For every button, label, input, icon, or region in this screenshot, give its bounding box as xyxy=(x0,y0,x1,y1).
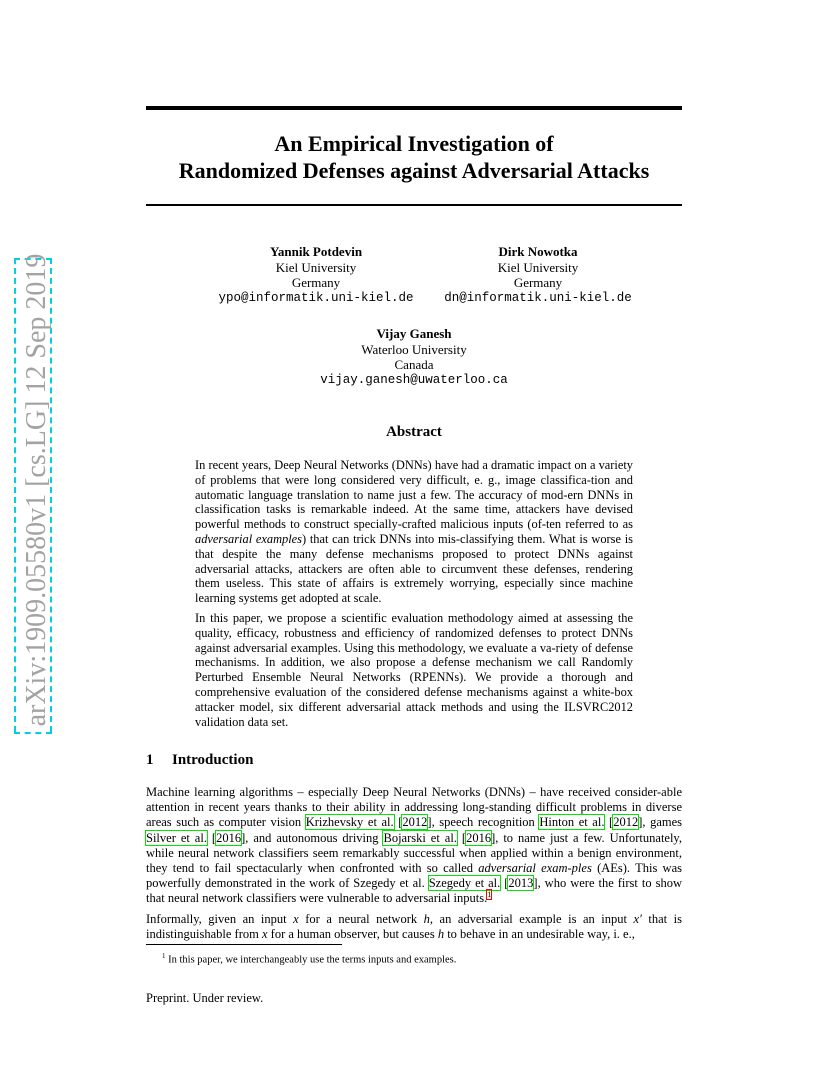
citation-year-link[interactable]: 2016 xyxy=(466,830,492,845)
body-text: , games xyxy=(642,815,683,830)
citation-year-link[interactable]: 2016 xyxy=(216,830,242,845)
author-block xyxy=(408,244,668,306)
author-email[interactable]: vijay.ganesh@uwaterloo.ca xyxy=(320,372,508,387)
body-text: to behave in an undesirable way, i. e., xyxy=(444,926,635,941)
title-rule-top xyxy=(146,106,682,110)
paper-title xyxy=(146,130,682,184)
body-text: for a neural network xyxy=(298,911,424,926)
body-text: , an adversarial example is an input xyxy=(429,911,634,926)
stamp-border-left xyxy=(14,258,18,732)
abstract-emphasis: adversarial examples xyxy=(195,531,302,546)
abstract-body xyxy=(195,458,633,734)
title-line-1: An Empirical Investigation of xyxy=(274,131,554,156)
stamp-border-bottom xyxy=(14,732,52,734)
abstract-paragraph xyxy=(195,458,633,606)
author-name: Yannik Potdevin xyxy=(269,244,363,259)
footnote-rule xyxy=(146,944,342,945)
arxiv-identifier[interactable]: arXiv:1909.05580v1 [cs.LG] 12 Sep 2019 xyxy=(21,253,52,727)
author-block xyxy=(186,244,446,306)
author-name: Vijay Ganesh xyxy=(376,326,452,341)
body-text: Informally, given an input xyxy=(146,911,294,926)
section-heading xyxy=(146,752,253,769)
math-variable: h xyxy=(437,926,445,941)
body-text: , to name just a few. Unfortunately, while neural network classifiers seem remarkably successful when applied within a benign environment, they tend to fail spectacularly when confronted with so called xyxy=(146,830,682,876)
author-affiliation: Kiel University xyxy=(275,259,357,275)
section-title: Introduction xyxy=(172,752,254,768)
title-rule-bottom xyxy=(146,204,682,206)
citation-author[interactable]: Krizhevsky et al. xyxy=(305,815,394,830)
citation-year-link[interactable]: 2012 xyxy=(402,815,428,830)
math-variable: x xyxy=(293,911,299,926)
body-emphasis: adversarial exam-ples xyxy=(478,861,592,876)
body-text: , speech recognition xyxy=(431,815,540,830)
citation-link[interactable]: Silver et al. xyxy=(146,830,207,845)
math-variable: x′ xyxy=(633,911,642,926)
introduction-body xyxy=(146,785,682,947)
body-text: that is indistinguishable from xyxy=(146,911,682,941)
abstract-text: ) that can trick DNNs into mis-classifying them. What is worse is that despite the many defense mechanisms proposed to protect DNNs against adversarial attacks, attackers are often able to circumvent these defenses, rendering them useless. This state of affairs is extremely worrying, especially since machine learning systems get adopted at scale. xyxy=(195,531,633,606)
author-email[interactable]: dn@informatik.uni-kiel.de xyxy=(444,290,632,305)
abstract-text: In recent years, Deep Neural Networks (DNNs) have had a dramatic impact on a variety of problems that were long considered very difficult, e. g., image classifica-tion and automatic language translation to name just a few. The accuracy of mod-ern DNNs in classification tasks is remarkable indeed. At the same time, attackers have devised powerful methods to construct specially-crafted malicious inputs (of-ten referred to as xyxy=(195,458,633,532)
author-email[interactable]: ypo@informatik.uni-kiel.de xyxy=(218,290,414,305)
math-variable: x xyxy=(261,926,268,941)
author-name: Dirk Nowotka xyxy=(498,244,578,259)
body-text: , who were the first to show that neural network classifiers were vulnerable to adversarial inputs. xyxy=(146,876,682,906)
citation-link[interactable] xyxy=(306,815,394,829)
citation-year-link[interactable]: 2013 xyxy=(508,876,534,891)
abstract-heading: Abstract xyxy=(386,424,442,440)
footnote-text: In this paper, we interchangeably use the terms inputs and examples. xyxy=(168,954,457,966)
body-text: (AEs). This was powerfully demonstrated in the work of Szegedy et al. xyxy=(146,861,682,891)
author-affiliation: Kiel University xyxy=(497,259,579,275)
author-country: Germany xyxy=(513,275,563,290)
author-country: Canada xyxy=(394,357,434,372)
abstract-paragraph: In this paper, we propose a scientific evaluation methodology aimed at assessing the quality, efficacy, robustness and efficiency of randomized defenses to protect DNNs against adversarial examples. Using this methodology, we evaluate a va-riety of defense mechanisms. In addition, we also propose a defense mechanism we call Randomly Perturbed Ensemble Neural Networks (RPENNs). We provide a thorough and comprehensive evaluation of the considered defense mechanisms against a white-box attacker model, six different adversarial attack methods and using the ILSVRC2012 validation data set. xyxy=(195,610,633,729)
section-number: 1 xyxy=(146,752,154,768)
author-block xyxy=(284,326,544,388)
citation-link[interactable]: Hinton et al. xyxy=(539,815,605,830)
footnote-mark: 1 xyxy=(162,952,166,960)
body-text: , and autonomous driving xyxy=(245,830,384,845)
citation-link[interactable]: Szegedy et al. xyxy=(428,876,501,891)
author-affiliation: Waterloo University xyxy=(361,341,467,357)
citation-link[interactable]: Bojarski et al. xyxy=(383,830,457,845)
footnote-link[interactable]: 1 xyxy=(487,890,492,900)
title-line-2: Randomized Defenses against Adversarial Attacks xyxy=(178,158,650,183)
body-paragraph xyxy=(146,912,682,942)
preprint-note: Preprint. Under review. xyxy=(146,991,264,1005)
body-text: Machine learning algorithms – especially Deep Neural Networks (DNNs) – have received consider-able attention in recent years thanks to their ability in addressing long-standing difficult problems in diverse areas such as computer vision xyxy=(146,785,682,830)
math-variable: h xyxy=(423,911,430,926)
author-country: Germany xyxy=(291,275,341,290)
citation-year-link[interactable]: 2012 xyxy=(613,815,639,830)
footnote xyxy=(162,952,456,966)
body-text: for a human observer, but causes xyxy=(267,926,438,941)
body-paragraph: Machine learning algorithms – especially Deep Neural Networks (DNNs) – have received consider-able attention in recent years thanks to their ability in addressing long-standing difficult problems in diverse areas such as computer vision Krizhevsky et al. [2012], speech recognition Hinton et al. [2012], games Silver et al. [2016], and autonomous driving Bojarski et al. [2016], to name just a few. Unfortunately, while neural network classifiers seem remarkably successful when applied within a benign environment, they tend to fail spectacularly when confronted with so called adversarial exam-ples (AEs). This was powerfully demonstrated in the work of Szegedy et al. Szegedy et al. [2013], who were the first to show that neural network classifiers were vulnerable to adversarial inputs.$^1$ xyxy=(146,785,683,906)
